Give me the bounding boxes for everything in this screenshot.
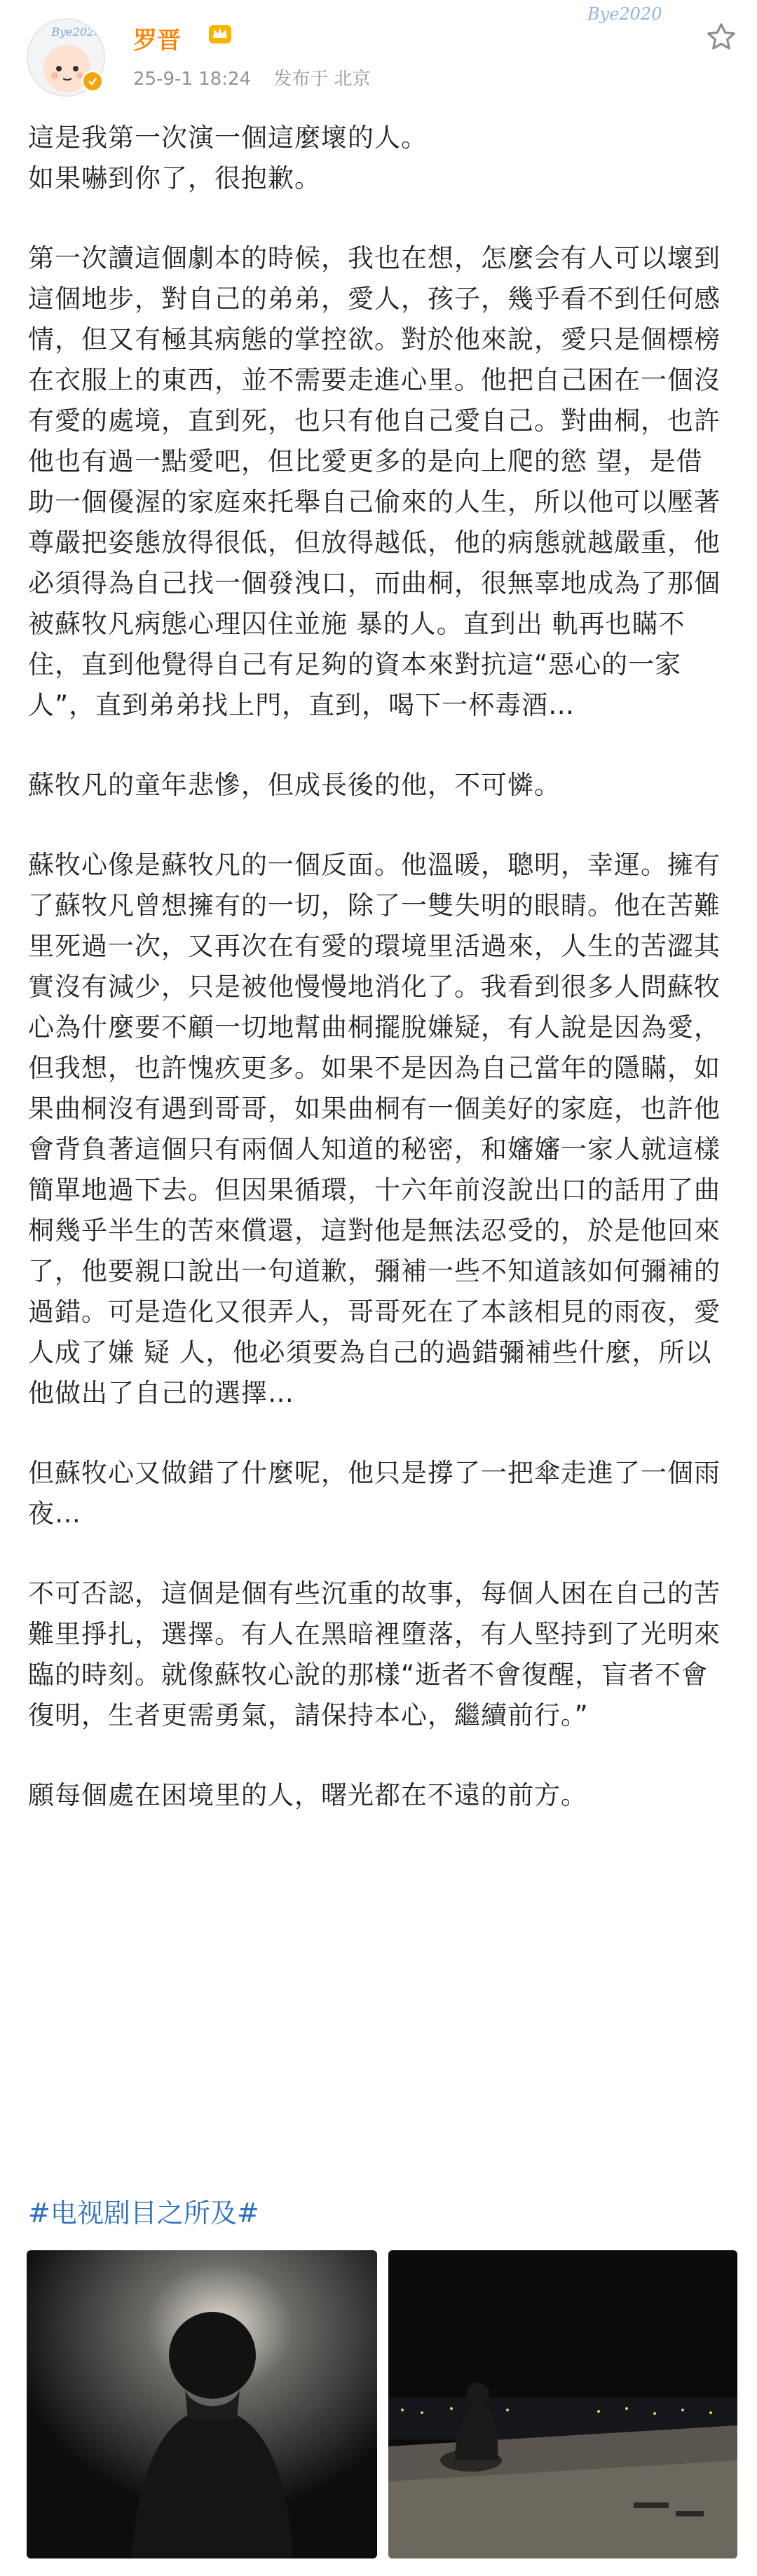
post-meta (133, 64, 388, 90)
post-paragraph: 第一次讀這個劇本的時候，我也在想，怎麼会有人可以壞到這個地步，對自己的弟弟，愛人，孩子，幾乎看不到任何感情，但又有極其病態的掌控欲。對於他來說，愛只是個標榜在衣服上的東西，並不需要走進心里。他把自己困在一個沒有愛的處境，直到死，也只有他自己愛自己。對曲桐，也許他也有過一點愛吧，但比愛更多的是向上爬的慾 望，是借助一個優渥的家庭來托舉自己偷來的人生，所以他可以壓著尊嚴把姿態放得很低，但放得越低，他的病態就越嚴重，他必須得為自己找一個發洩口，而曲桐，很無辜地成為了那個被蘇牧凡病態心理囚住並施 暴的人。直到出 軌再也瞞不住，直到他覺得自己有足夠的資本來對抗這“惡心的一家人”，直到弟弟找上門，直到，喝下一杯毒酒… (28, 243, 721, 720)
rooftop-night-photo (388, 2250, 737, 2558)
post-timestamp: 25-9-1 18:24 (133, 69, 252, 90)
post-paragraph: 願每個處在困境里的人，曙光都在不遠的前方。 (28, 1780, 587, 1810)
username-link[interactable]: 罗晋 (133, 27, 181, 55)
post-paragraph: 這是我第一次演一個這麼壞的人。 如果嚇到你了，很抱歉。 (28, 123, 428, 193)
post-body (28, 118, 729, 1855)
post-paragraph: 不可否認，這個是個有些沉重的故事，每個人困在自己的苦難里掙扎，選擇。有人在黑暗裡墮落，有人堅持到了光明來臨的時刻。就像蘇牧心說的那樣“逝者不會復醒，盲者不會復明，生者更需勇氣，請保持本心，繼續前行。” (28, 1578, 721, 1730)
favorite-star-icon[interactable] (705, 21, 737, 56)
decor-text: Bye2020 (587, 4, 662, 24)
post-paragraph: 但蘇牧心又做錯了什麼呢，他只是撐了一把傘走進了一個雨夜… (28, 1458, 721, 1529)
vip-crown-icon[interactable] (207, 21, 233, 49)
avatar-label: Bye2020 (51, 25, 102, 39)
post-image-2[interactable] (388, 2250, 737, 2558)
post-header (0, 0, 757, 105)
post-image-1[interactable] (27, 2250, 377, 2558)
post-paragraph: 蘇牧凡的童年悲慘，但成長後的他，不可憐。 (28, 770, 561, 800)
dark-figure-photo (27, 2250, 377, 2558)
post-location: 发布于 北京 (273, 69, 371, 90)
verified-badge-icon (81, 70, 104, 92)
topic-hashtag-link[interactable]: #电视剧目之所及# (28, 2198, 259, 2229)
post-paragraph: 蘇牧心像是蘇牧凡的一個反面。他溫暖，聰明，幸運。擁有了蘇牧凡曾想擁有的一切，除了一雙失明的眼睛。他在苦難里死過一次，又再次在有愛的環境里活過來，人生的苦澀其實沒有減少，只是被他慢慢地消化了。我看到很多人問蘇牧心為什麼要不顧一切地幫曲桐擺脫嫌疑，有人說是因為愛，但我想，也許愧疚更多。如果不是因為自己當年的隱瞞，如果曲桐沒有遇到哥哥，如果曲桐有一個美好的家庭，也許他會背負著這個只有兩個人知道的秘密，和嬸嬸一家人就這樣簡單地過下去。但因果循環，十六年前沒說出口的話用了曲桐幾乎半生的苦來償還，這對他是無法忍受的，於是他回來了，他要親口說出一句道歉，彌補一些不知道該如何彌補的過錯。可是造化又很弄人，哥哥死在了本該相見的雨夜，愛人成了嫌 疑 人，他必須要為自己的過錯彌補些什麼，所以他做出了自己的選擇… (28, 850, 721, 1408)
